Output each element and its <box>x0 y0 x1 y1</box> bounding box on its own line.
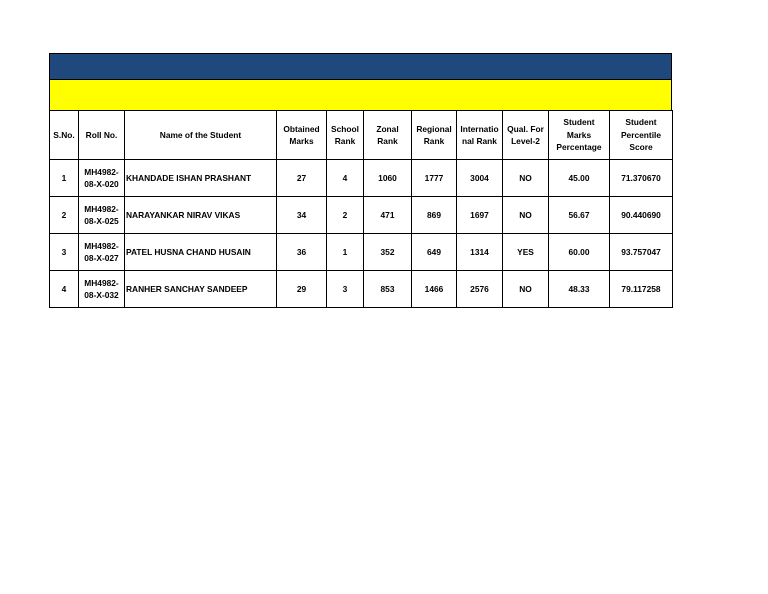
results-table <box>49 110 673 308</box>
header-obtained-marks: Obtained Marks <box>277 111 327 160</box>
cell-zonal-rank: 1060 <box>364 160 412 197</box>
cell-qual-level-2: NO <box>503 160 549 197</box>
cell-percentile-score: 93.757047 <box>610 234 673 271</box>
header-zonal-rank: Zonal Rank <box>364 111 412 160</box>
cell-roll-no: MH4982- 08-X-020 <box>79 160 125 197</box>
header-student-name: Name of the Student <box>125 111 277 160</box>
cell-qual-level-2: NO <box>503 271 549 308</box>
cell-student-name: PATEL HUSNA CHAND HUSAIN <box>125 234 277 271</box>
table-row <box>50 234 673 271</box>
cell-roll-no: MH4982- 08-X-032 <box>79 271 125 308</box>
cell-international-rank: 3004 <box>457 160 503 197</box>
cell-roll-no: MH4982- 08-X-027 <box>79 234 125 271</box>
header-roll-no: Roll No. <box>79 111 125 160</box>
cell-obtained-marks: 29 <box>277 271 327 308</box>
cell-marks-percentage: 56.67 <box>549 197 610 234</box>
cell-qual-level-2: YES <box>503 234 549 271</box>
cell-marks-percentage: 48.33 <box>549 271 610 308</box>
header-international-rank: Internatio nal Rank <box>457 111 503 160</box>
table-row <box>50 160 673 197</box>
cell-marks-percentage: 45.00 <box>549 160 610 197</box>
cell-international-rank: 1314 <box>457 234 503 271</box>
cell-school-rank: 4 <box>327 160 364 197</box>
header-regional-rank: Regional Rank <box>412 111 457 160</box>
cell-zonal-rank: 352 <box>364 234 412 271</box>
cell-percentile-score: 79.117258 <box>610 271 673 308</box>
cell-student-name: KHANDADE ISHAN PRASHANT <box>125 160 277 197</box>
cell-sno: 4 <box>50 271 79 308</box>
cell-regional-rank: 1466 <box>412 271 457 308</box>
cell-regional-rank: 1777 <box>412 160 457 197</box>
cell-school-rank: 1 <box>327 234 364 271</box>
cell-marks-percentage: 60.00 <box>549 234 610 271</box>
cell-obtained-marks: 36 <box>277 234 327 271</box>
cell-percentile-score: 90.440690 <box>610 197 673 234</box>
cell-international-rank: 2576 <box>457 271 503 308</box>
cell-sno: 2 <box>50 197 79 234</box>
subtitle-band <box>49 79 672 110</box>
cell-obtained-marks: 27 <box>277 160 327 197</box>
cell-obtained-marks: 34 <box>277 197 327 234</box>
title-band <box>49 53 672 79</box>
cell-sno: 1 <box>50 160 79 197</box>
cell-regional-rank: 869 <box>412 197 457 234</box>
cell-student-name: RANHER SANCHAY SANDEEP <box>125 271 277 308</box>
header-qual-level-2: Qual. For Level-2 <box>503 111 549 160</box>
cell-roll-no: MH4982- 08-X-025 <box>79 197 125 234</box>
cell-sno: 3 <box>50 234 79 271</box>
cell-percentile-score: 71.370670 <box>610 160 673 197</box>
table-row <box>50 271 673 308</box>
cell-regional-rank: 649 <box>412 234 457 271</box>
table-row <box>50 197 673 234</box>
header-sno: S.No. <box>50 111 79 160</box>
header-school-rank: School Rank <box>327 111 364 160</box>
cell-zonal-rank: 471 <box>364 197 412 234</box>
results-sheet <box>49 53 672 308</box>
cell-international-rank: 1697 <box>457 197 503 234</box>
cell-student-name: NARAYANKAR NIRAV VIKAS <box>125 197 277 234</box>
header-percentile-score: Student Percentile Score <box>610 111 673 160</box>
cell-school-rank: 2 <box>327 197 364 234</box>
header-marks-percentage: Student Marks Percentage <box>549 111 610 160</box>
cell-zonal-rank: 853 <box>364 271 412 308</box>
cell-qual-level-2: NO <box>503 197 549 234</box>
header-row <box>50 111 673 160</box>
cell-school-rank: 3 <box>327 271 364 308</box>
